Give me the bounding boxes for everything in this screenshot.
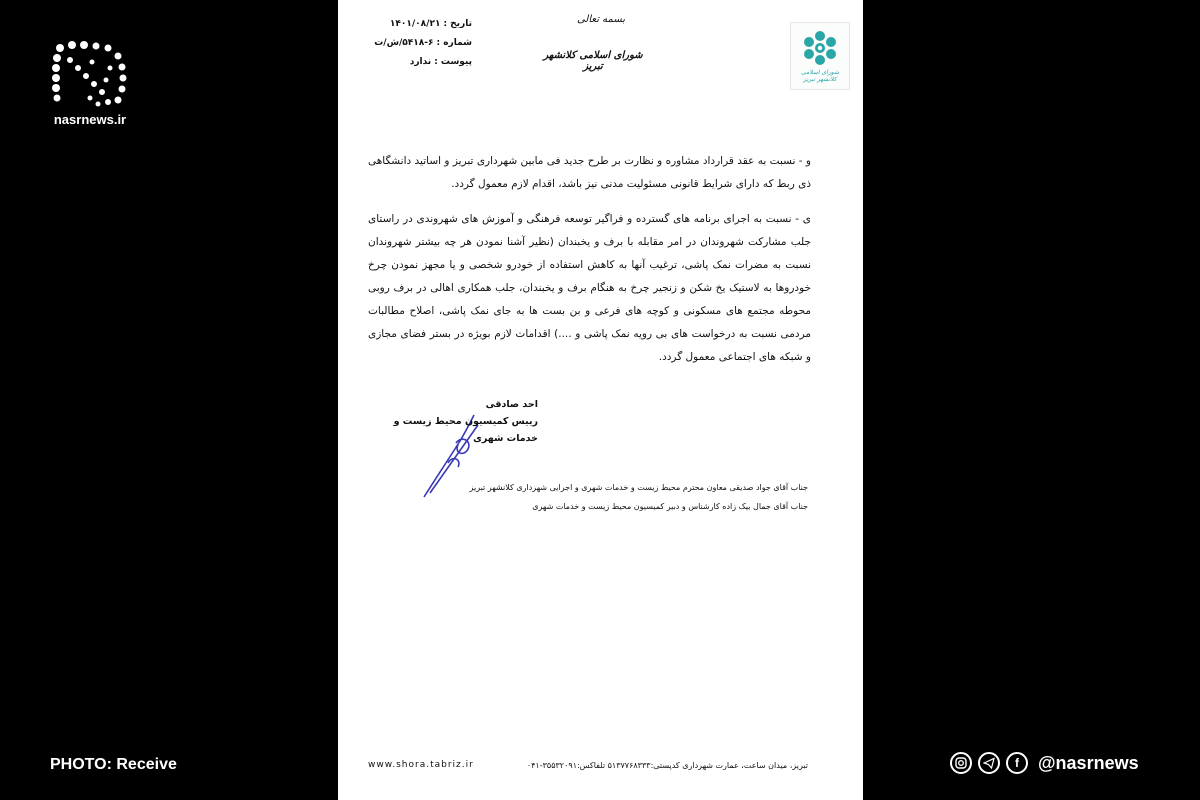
attachment-value: ندارد [409, 57, 432, 67]
footer-website: www.shora.tabriz.ir [368, 760, 474, 770]
facebook-icon[interactable]: f [1006, 752, 1028, 774]
brand-site: nasrnews.ir [53, 112, 127, 127]
number-value: ۵۴۱۸-۶/ش/ت [374, 38, 434, 48]
council-name: شورای اسلامی کلانشهر تبریز [543, 50, 643, 72]
signatory-title: رییس کمیسیون محیط زیست و خدمات شهری [393, 416, 538, 444]
paragraph-y: ی - نسبت به اجرای برنامه های گسترده و فراگیر توسعه فرهنگی و آموزش های شهروندی در راستای جلب مشارکت شهروندان در امر مقابله با برف و یخبندان (نظیر آشنا نمودن هر چه بیشتر شهروندان نسبت به مضرات نمک پاشی، ترغیب آنها به کاهش استفاده از خودرو شخصی و یا مجهز نمودن چرخ خودروها به لاستیک یخ شکن و زنجیر چرخ به هنگام برف و یخبندان، جلب همکاری اهالی در برف روبی محوطه مجتمع های مسکونی و کوچه های فرعی و بن بست ها به جای نمک پاشی، اصلاح مطالبات مردمی نسبت به درخواست های بی رویه نمک پاشی و ....) اقدامات لازم بویژه در بستر فضای مجازی و شبکه های اجتماعی معمول گردد. [368, 213, 811, 363]
attachment-row [372, 53, 472, 72]
cc-list [368, 478, 808, 516]
letter-meta [372, 15, 472, 72]
date-value: ۱۴۰۱/۰۸/۲۱ [389, 19, 441, 29]
nasrnews-logo-icon [48, 40, 132, 110]
paragraph-v: و - نسبت به عقد قرارداد مشاوره و نظارت بر طرح جدید فی مابین شهرداری تبریز و اساتید دانشگاهی ذی ربط که دارای شرایط قانونی مسئولیت مدنی نیز باشد، اقدام لازم معمول گردد. [368, 155, 811, 190]
number-row [372, 34, 472, 53]
letter-footer [368, 760, 808, 770]
bismillah: بسمه تعالی [576, 14, 626, 25]
instagram-icon[interactable] [950, 752, 972, 774]
date-row [372, 15, 472, 34]
number-label: شماره : [436, 38, 472, 48]
council-emblem-icon [800, 29, 840, 67]
council-logo [790, 22, 850, 90]
logo-caption: شورای اسلامی کلانشهر تبریز [801, 69, 839, 83]
attachment-label: پیوست : [434, 57, 472, 67]
social-handle: @nasrnews [1038, 752, 1139, 773]
cc-line-1: جناب آقای جواد صدیقی معاون محترم محیط زیست و خدمات شهری و اجرایی شهرداری کلانشهر تبریز [469, 483, 808, 492]
letter-page [338, 0, 863, 800]
social-links [950, 752, 1139, 774]
photo-credit: PHOTO: Receive [50, 756, 177, 773]
signature-block [378, 396, 538, 447]
footer-address: تبریز، میدان ساعت، عمارت شهرداری کدپستی:۵۱۳۷۷۶۸۳۳۳ تلفاکس:۳۵۵۳۲۰۹۱-۰۴۱ [526, 760, 808, 770]
date-label: تاریخ : [443, 19, 472, 29]
signatory-name: احد صادقی [485, 399, 538, 410]
telegram-icon[interactable] [978, 752, 1000, 774]
cc-line-2: جناب آقای جمال بیک زاده کارشناس و دبیر کمیسیون محیط زیست و خدمات شهری [532, 502, 808, 511]
